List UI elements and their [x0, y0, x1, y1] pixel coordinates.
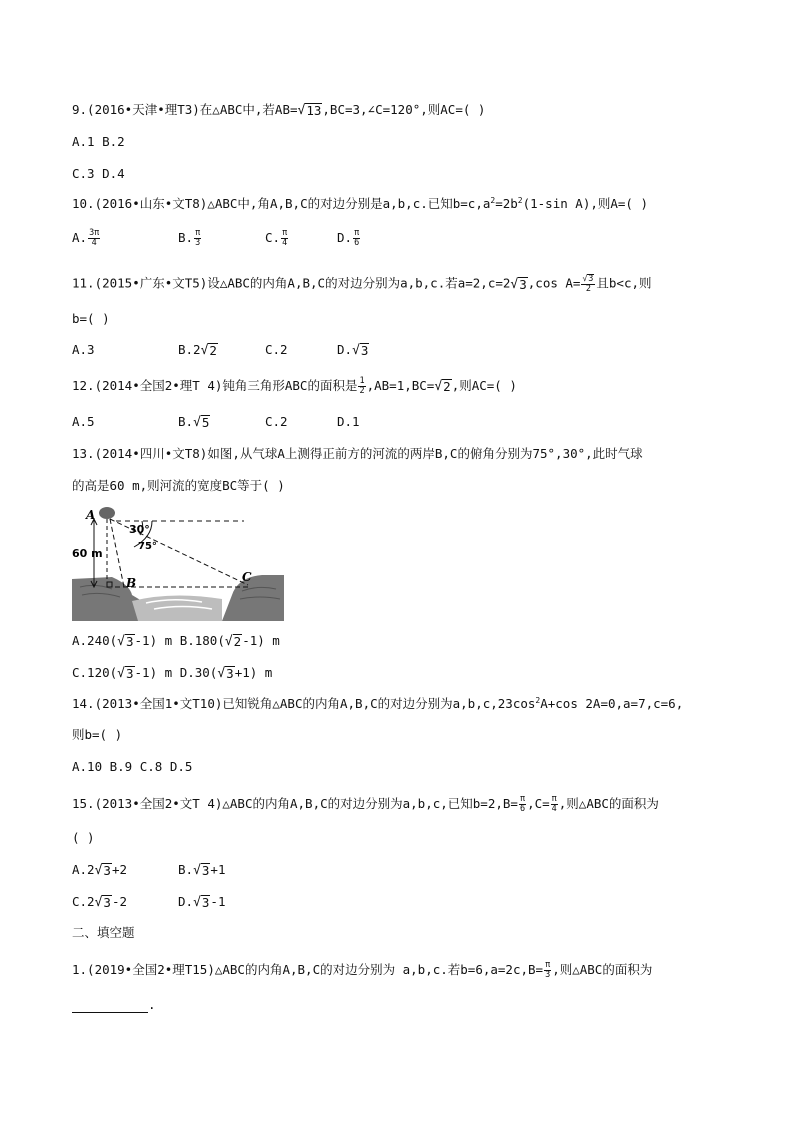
q13-stem-line1: 13.(2014•四川•文T8)如图,从气球A上测得正前方的河流的两岸B,C的俯角分别为75°,30°,此时气球	[72, 446, 643, 461]
sqrt: √ 13	[297, 103, 322, 118]
q11-option-d: D. √ 3	[337, 342, 369, 358]
q11-option-a: A.3	[72, 342, 95, 357]
label-c: C	[242, 570, 252, 584]
q15-option-c: C.2 √ 3 -2	[72, 894, 127, 910]
q10-stem: 10.(2016•山东•文T8)△ABC中,角A,B,C的对边分别是a,b,c.已知$b=c,a^2=2b^2(1-\sin$ A),则A=( )	[72, 195, 648, 211]
label-b: B	[126, 576, 137, 590]
q12-stem: 12.(2014•全国2•理T 4)钝角三角形ABC的面积是 $\frac{1}{2}$ ,AB=1,BC= √ 2 ,则AC=( )	[72, 376, 517, 396]
label-angle-75: 75°	[138, 541, 157, 552]
q13-option-b: B.180( √ 2 -1) m	[179, 633, 280, 649]
q10-option-a: A. $\frac{3\pi}{4}$	[72, 228, 100, 248]
q15-options-ab	[72, 862, 225, 879]
q15-option-d: D. √ 3 -1	[178, 894, 226, 910]
q13-options-ab	[72, 633, 280, 650]
q11-option-b: B.2 √ 2	[178, 342, 217, 358]
q13-option-c: C.120( √ 3 -1) m	[72, 665, 173, 681]
q10-options	[72, 229, 361, 248]
answer-blank[interactable]	[72, 1000, 148, 1013]
q9-stem: 9.(2016•天津•理T3)在△ABC中,若AB= √ 13 ,BC=3,∠C=120°,则AC=( )	[72, 102, 486, 118]
q15-option-b: B. √ 3 +1	[178, 862, 226, 878]
q13-options-cd	[72, 665, 272, 682]
q12-options	[72, 414, 360, 431]
q13-option-d: D.30( √ 3 +1) m	[179, 665, 273, 681]
q15-stem: 15.(2013•全国2•文T 4)△ABC的内角A,B,C的对边分别为a,b,c,已知b=2,B= $\frac{\pi}{6}$ ,C= $\frac{\pi}{4}$ ,则△ABC的面积为	[72, 794, 659, 814]
q12-option-d: D.1	[337, 414, 360, 429]
q13-option-a: A.240( √ 3 -1) m	[72, 633, 173, 649]
q9-options-ab: A.1 B.2	[72, 134, 125, 149]
q9-options-cd: C.3 D.4	[72, 166, 125, 181]
balloon-river-figure	[72, 505, 284, 625]
q12-option-c: C.2	[265, 414, 288, 429]
q11-stem-line2: b=( )	[72, 311, 110, 326]
q12-option-b: B. √ 5	[178, 414, 210, 430]
label-height: 60 m	[72, 547, 103, 560]
q14-stem: 14.(2013•全国1•文T10)已知锐角△ABC的内角A,B,C的对边分别为$a,b,c,23\cos^2A+\cos$ 2A=0,a=7,c=6,	[72, 695, 684, 711]
q15-stem-line2: ( )	[72, 830, 95, 845]
section-title: 二、填空题	[72, 925, 135, 940]
q15-options-cd	[72, 894, 225, 911]
q11-options	[72, 342, 369, 359]
f1-answer-line: .	[72, 997, 156, 1013]
q11-option-c: C.2	[265, 342, 288, 357]
q10-option-d: D. $\frac{\pi}{6}$	[337, 228, 360, 248]
q14-stem-line2: 则b=( )	[72, 727, 123, 742]
label-angle-30: 30°	[129, 523, 150, 536]
q12-option-a: A.5	[72, 414, 95, 429]
q11-stem: 11.(2015•广东•文T5)设△ABC的内角A,B,C的对边分别为a,b,c.若a=2,c=2 √ 3 ,cos A= √ 3 2 且b<c,则	[72, 274, 652, 294]
q13-stem-line2: 的高是60 m,则河流的宽度BC等于( )	[72, 478, 285, 493]
q14-options: A.10 B.9 C.8 D.5	[72, 759, 193, 774]
balloon-icon	[99, 507, 115, 519]
q15-option-a: A.2 √ 3 +2	[72, 862, 127, 878]
f1-stem: 1.(2019•全国2•理T15)△ABC的内角A,B,C的对边分别为 a,b,c.若b=6,a=2c,B= $\frac{\pi}{3}$ ,则△ABC的面积为	[72, 960, 653, 980]
label-a: A	[86, 508, 96, 522]
sight-line-b	[110, 519, 124, 587]
q10-option-c: C. $\frac{\pi}{4}$	[265, 228, 288, 248]
q10-option-b: B. $\frac{\pi}{3}$	[178, 228, 201, 248]
